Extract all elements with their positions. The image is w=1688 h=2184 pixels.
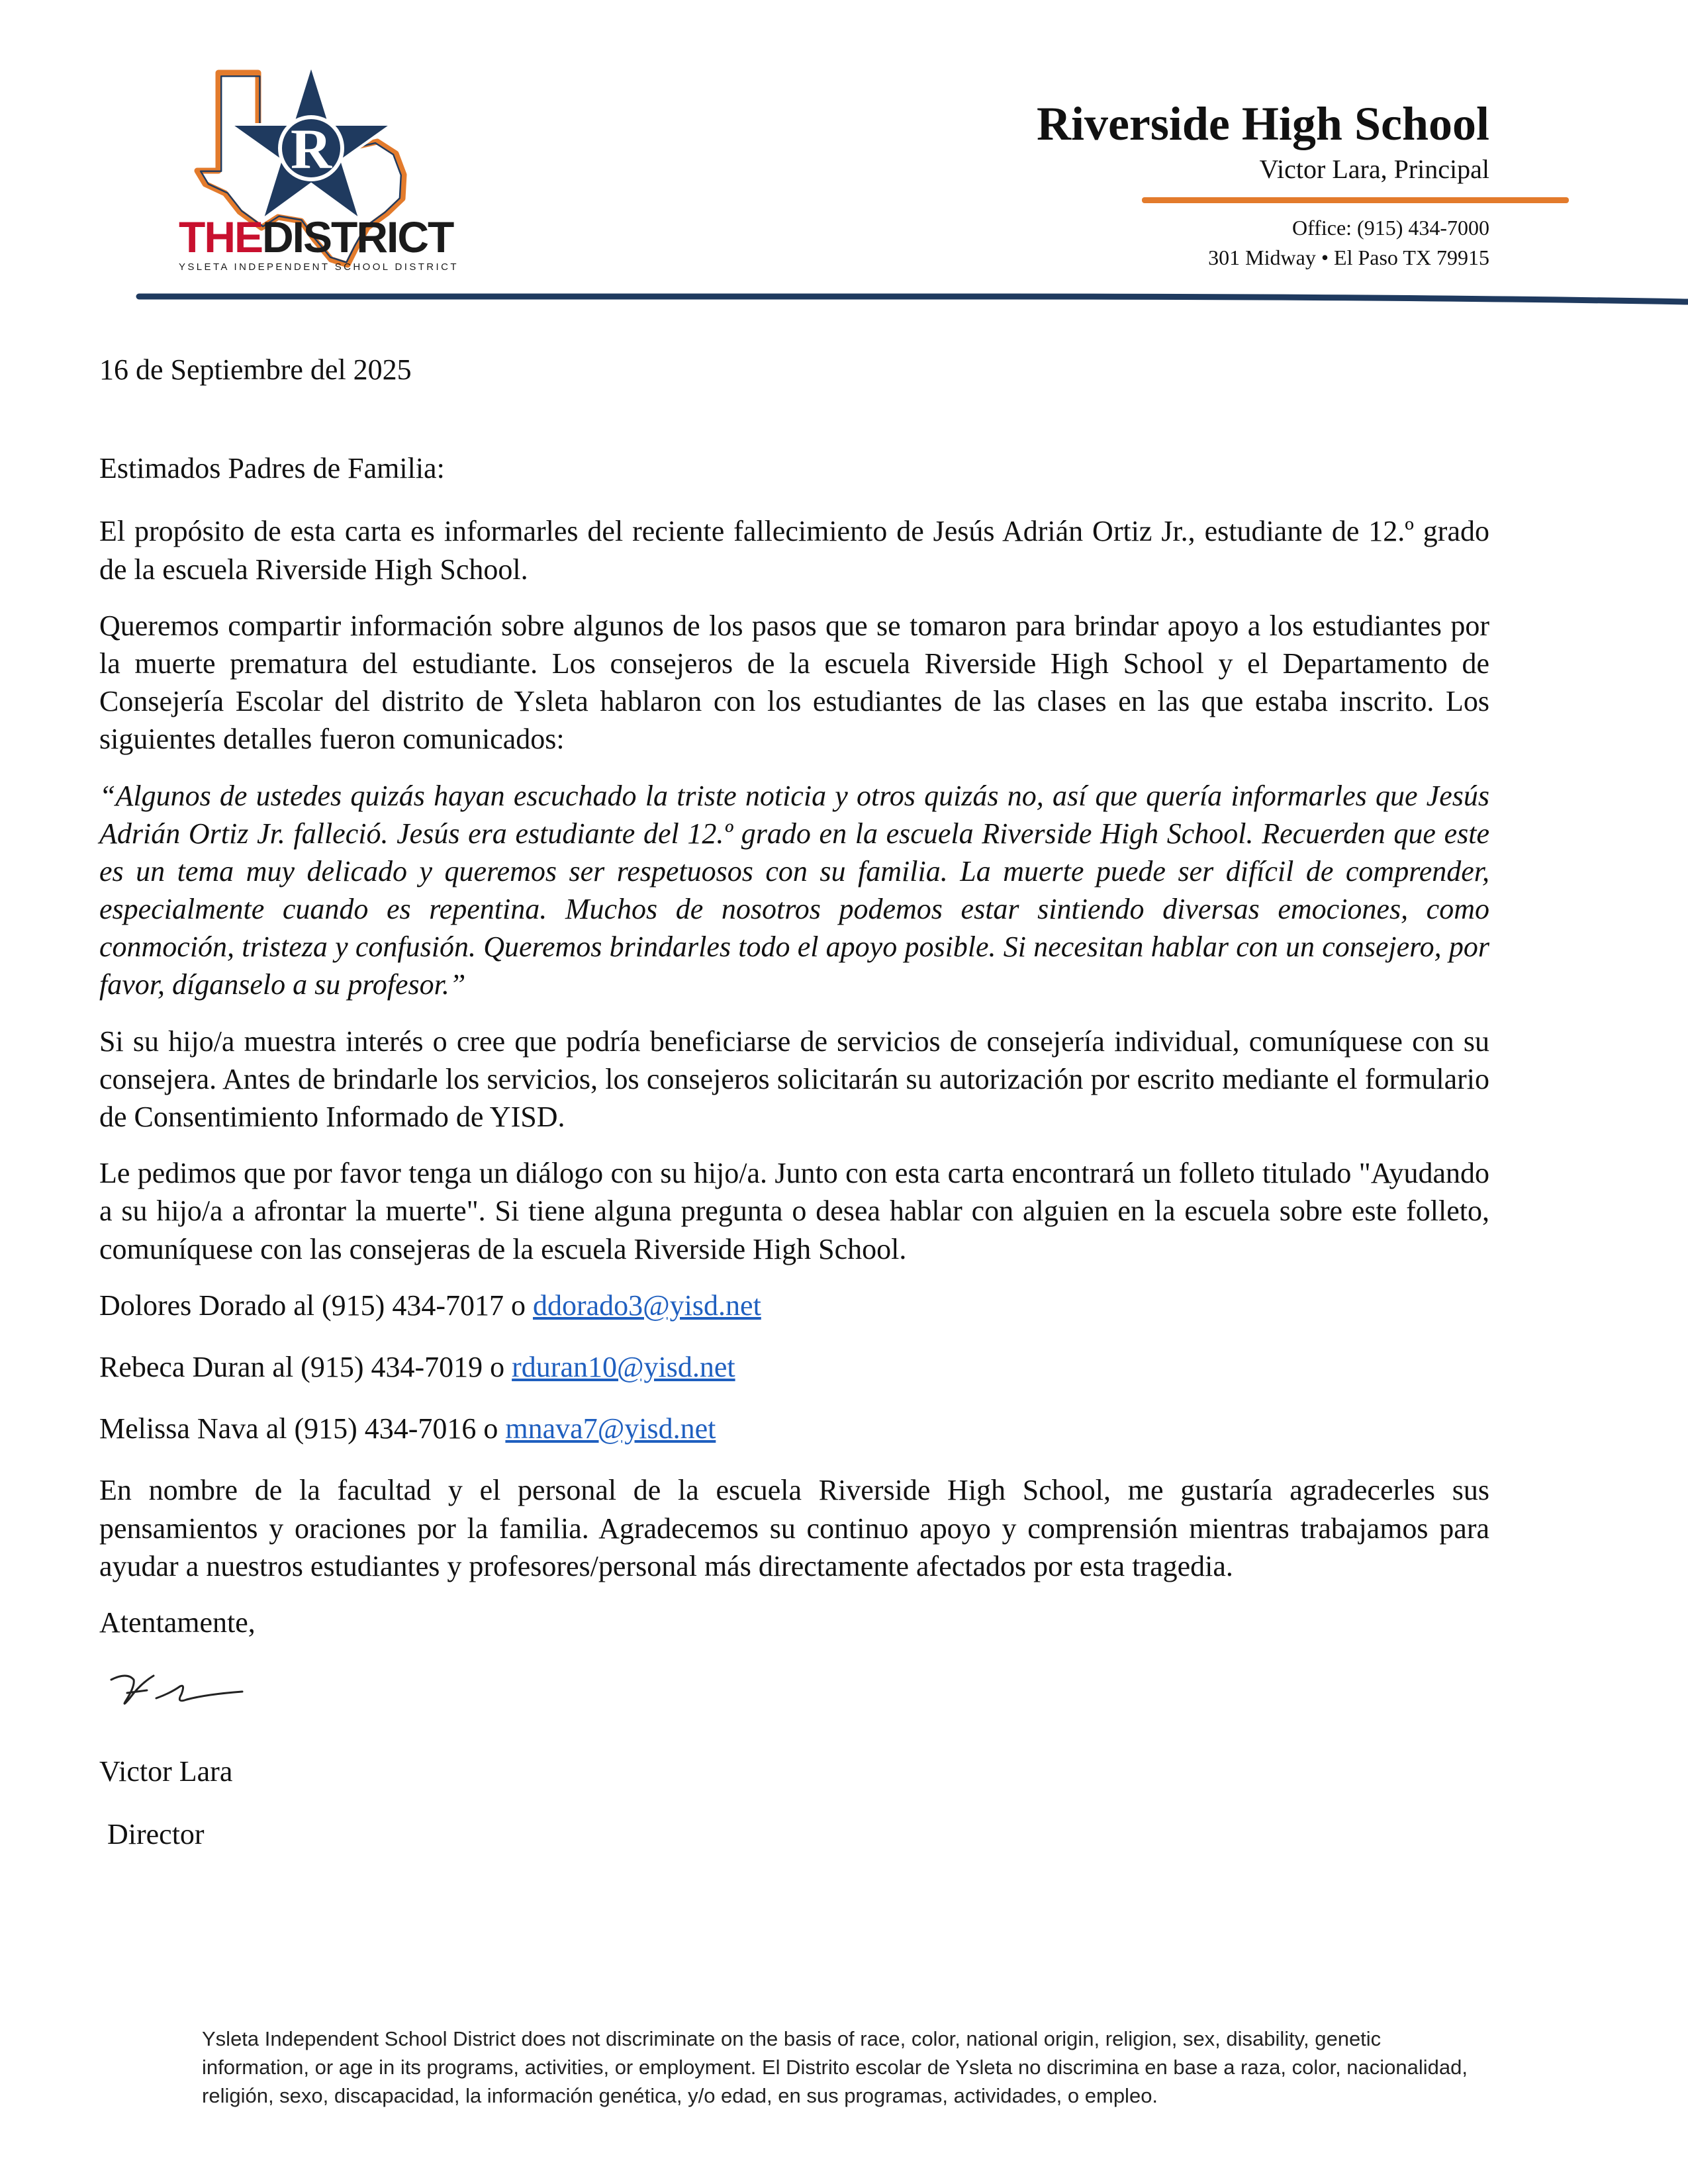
paragraph-1: El propósito de esta carta es informarles del reciente fallecimiento de Jesús Adrián Ortiz Jr., estudiante de 12.º grado de la escuela Riverside High School. [99, 515, 1489, 586]
nondiscrimination-footer: Ysleta Independent School District does not discriminate on the basis of race, color, national origin, religion, sex, disability, genetic information, or age in its programs, activities, or employment. El Distrito escolar de Ysleta no discrimina en base a raza, color, nacionalidad, religión, sexo, discapacidad, la información genética, y/o edad, en sus programas, actividades, o empleo. [202, 2027, 1468, 2107]
letter-date: 16 de Septiembre del 2025 [99, 353, 412, 386]
wordmark-subtitle: YSLETA INDEPENDENT SCHOOL DISTRICT [179, 261, 459, 273]
counselor-contact-text: Dolores Dorado al (915) 434-7017 o [99, 1289, 533, 1322]
wordmark-district: DISTRICT [262, 212, 453, 261]
greeting: Estimados Padres de Familia: [99, 452, 445, 485]
navy-divider [0, 286, 1688, 312]
district-wordmark [179, 212, 470, 273]
paragraph-5: Le pedimos que por favor tenga un diálogo con su hijo/a. Junto con esta carta encontrará un folleto titulado "Ayudando a su hijo/a a afrontar la muerte". Si tiene alguna pregunta o desea hablar con alguien en la escuela sobre este folleto, comuníquese con las consejeras de la escuela Riverside High School. [99, 1157, 1489, 1265]
wordmark-the: THE [179, 212, 262, 261]
counselor-email-link[interactable]: mnava7@yisd.net [505, 1412, 716, 1445]
counselor-email-link[interactable]: ddorado3@yisd.net [532, 1289, 761, 1322]
paragraph-4: Si su hijo/a muestra interés o cree que podría beneficiarse de servicios de consejería individual, comuníquese con su consejera. Antes de brindarle los servicios, los consejeros solicitarán su autorización por escrito mediante el formulario de Consentimiento Informado de YISD. [99, 1024, 1489, 1133]
counselor-contact [99, 1287, 1489, 1324]
school-name: Riverside High School [1036, 97, 1489, 150]
orange-divider [1142, 197, 1569, 203]
closing-paragraph: En nombre de la facultad y el personal de la escuela Riverside High School, me gustaría agradecerles sus pensamientos y oraciones por la familia. Agradecemos su continuo apoyo y comprensión mientras trabajamos para ayudar a nuestros estudiantes y profesores/personal más directamente afectados por esta tragedia. [99, 1474, 1489, 1582]
office-phone: Office: (915) 434-7000 [1292, 216, 1489, 240]
signer-title: Director [107, 1818, 205, 1851]
signature-image [107, 1660, 246, 1719]
sign-off: Atentamente, [99, 1606, 256, 1639]
letter-body [99, 351, 1489, 1853]
signer-name: Victor Lara [99, 1755, 233, 1788]
paragraph-2: Queremos compartir información sobre algunos de los pasos que se tomaron para brindar apoyo a los estudiantes por la muerte prematura del estudiante. Los consejeros de la escuela Riverside High School y el Departamento de Consejería Escolar del distrito de Ysleta hablaron con los estudiantes de las clases en las que estaba inscrito. Los siguientes detalles fueron comunicados: [99, 609, 1489, 756]
quoted-message: “Algunos de ustedes quizás hayan escuchado la triste noticia y otros quizás no, así que quería informarles que Jesús Adrián Ortiz Jr. falleció. Jesús era estudiante del 12.º grado en la escuela Riverside High School. Recuerden que este es un tema muy delicado y queremos ser respetuosos con su familia. La muerte puede ser difícil de comprender, especialmente cuando es repentina. Muchos de nosotros podemos estar sintiendo diversas emociones, como conmoción, tristeza y confusión. Queremos brindarles todo el apoyo posible. Si necesitan hablar con un consejero, por favor, díganselo a su profesor.” [99, 779, 1489, 1001]
counselor-contact-text: Melissa Nava al (915) 434-7016 o [99, 1412, 506, 1445]
counselor-contact [99, 1348, 1489, 1386]
principal-line: Victor Lara, Principal [1259, 154, 1489, 184]
counselor-contact-text: Rebeca Duran al (915) 434-7019 o [99, 1350, 512, 1383]
counselor-email-link[interactable]: rduran10@yisd.net [512, 1350, 735, 1383]
school-contact [1208, 213, 1489, 273]
letterhead [1037, 99, 1489, 185]
school-address: 301 Midway • El Paso TX 79915 [1208, 245, 1489, 269]
logo-letter: R [290, 117, 332, 181]
counselor-contact [99, 1410, 1489, 1447]
